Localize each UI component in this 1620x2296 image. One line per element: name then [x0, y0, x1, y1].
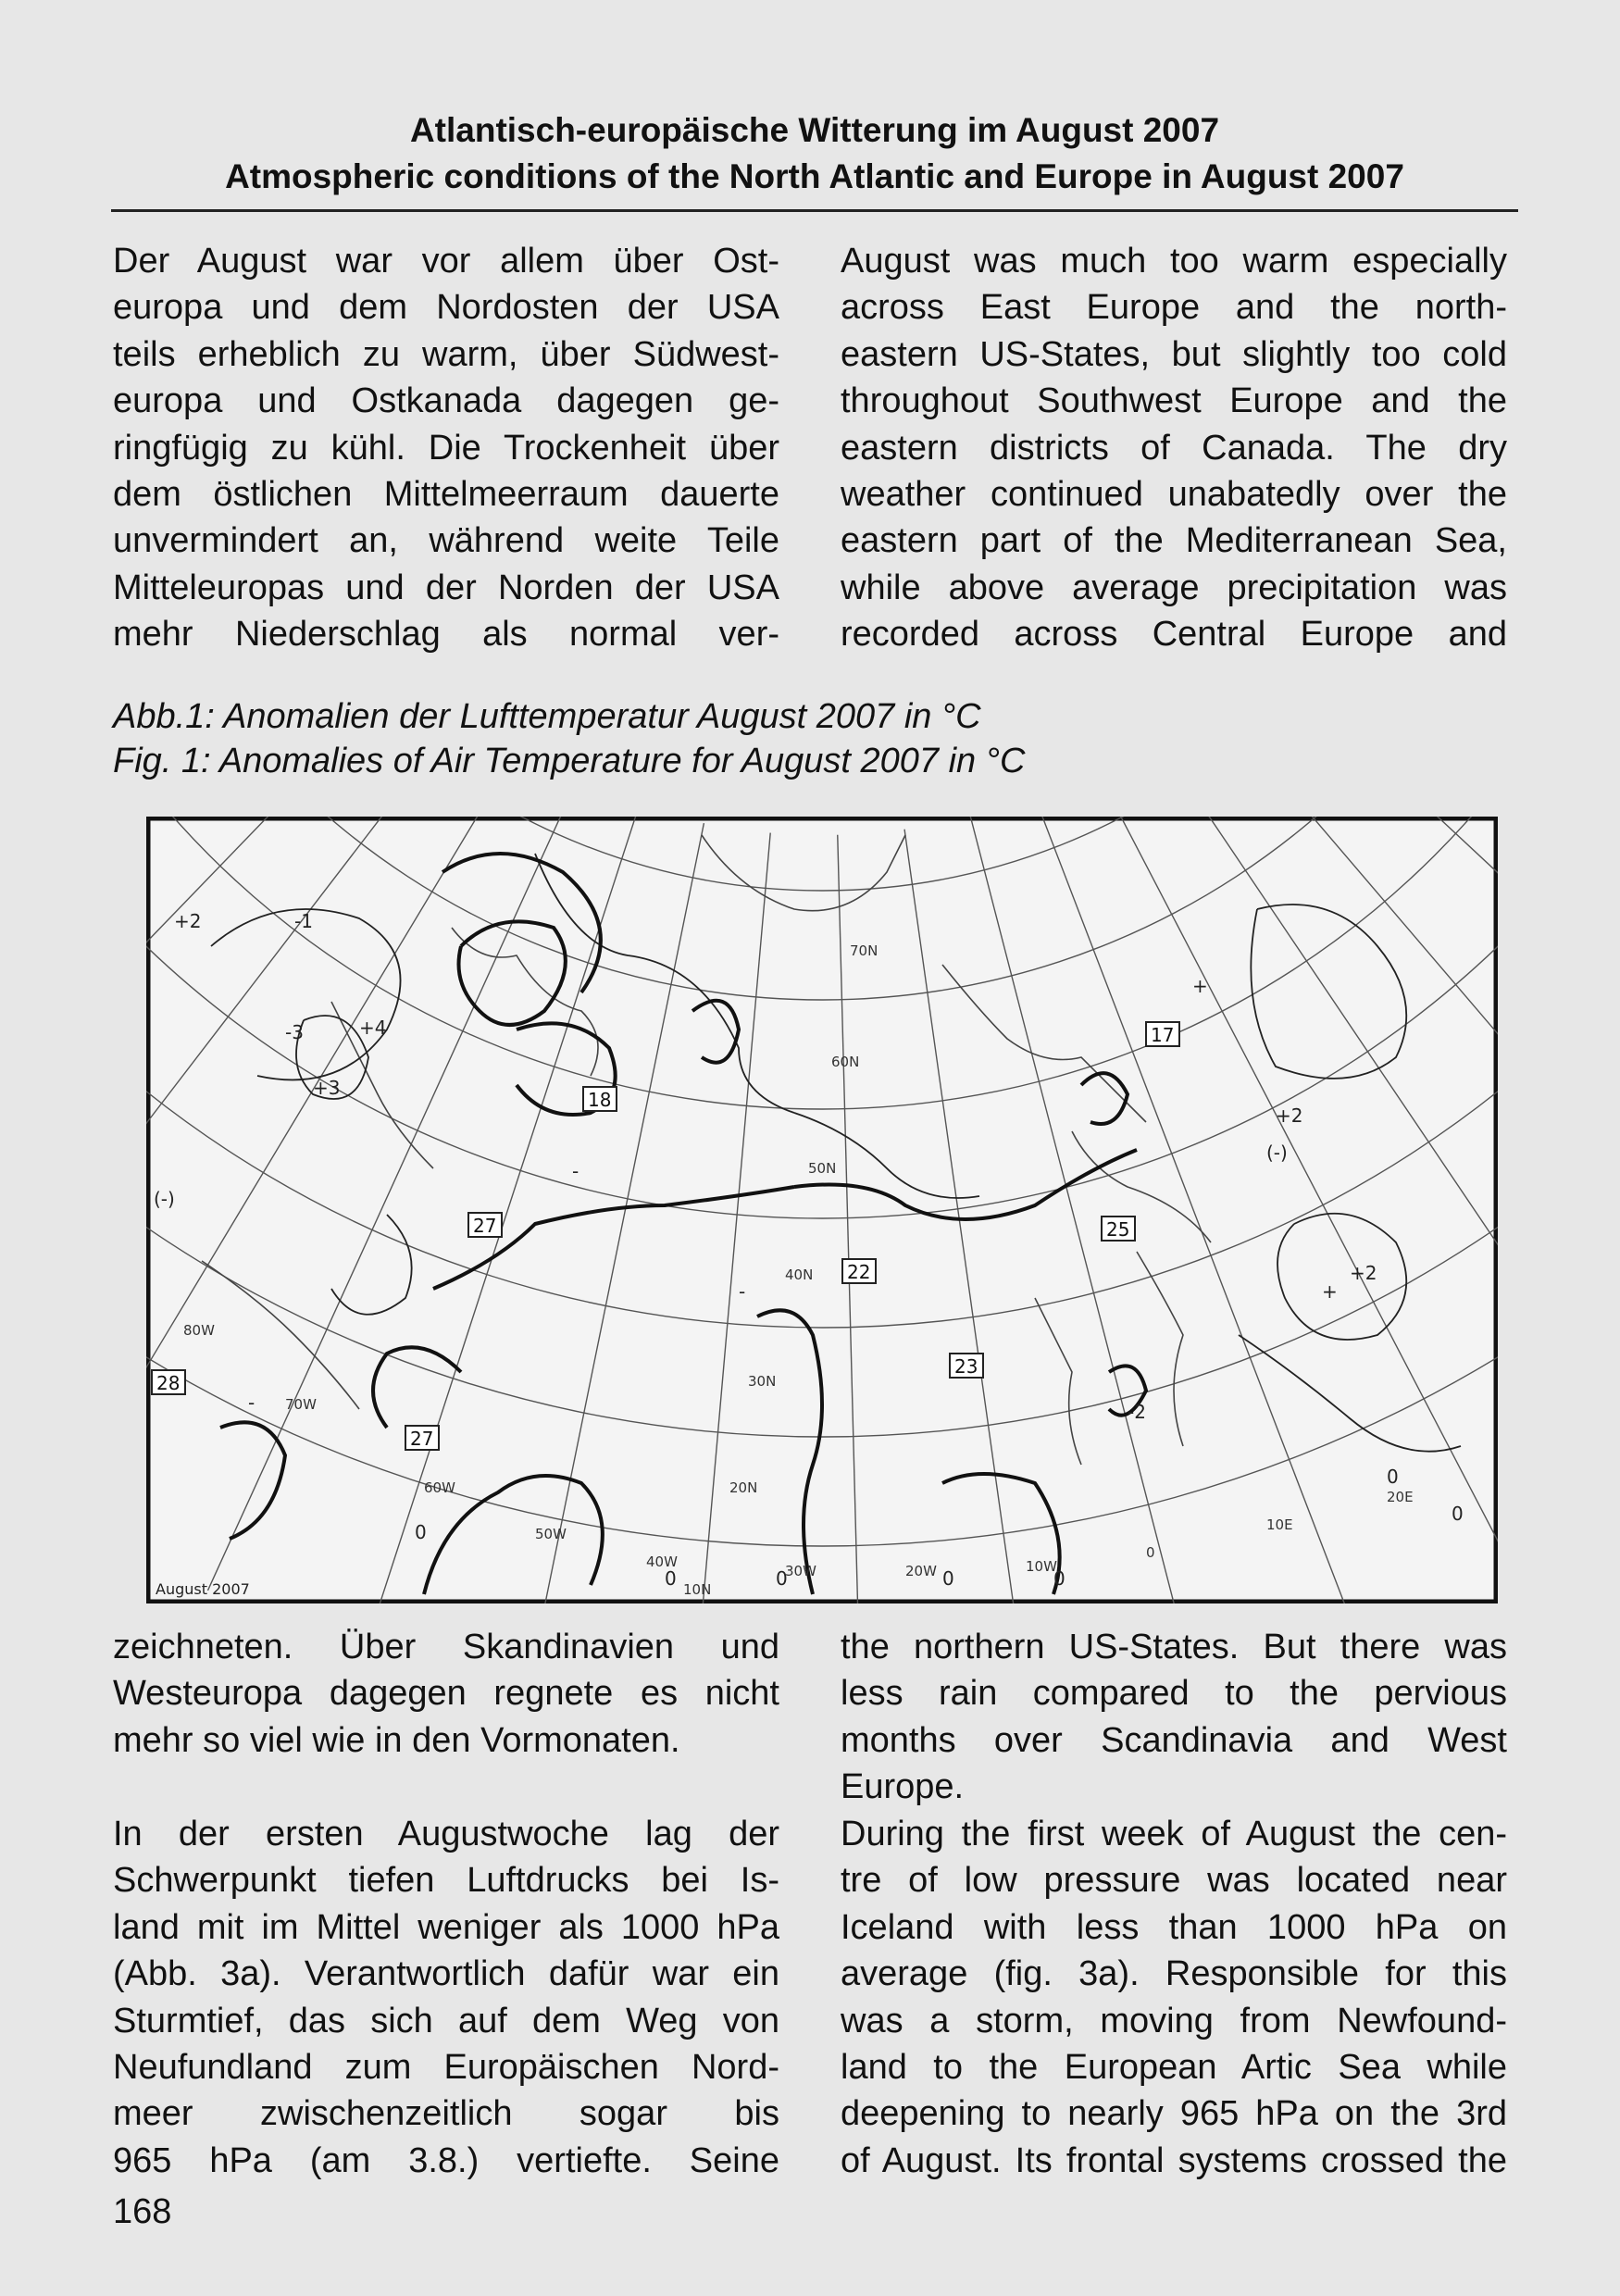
contour-label: 0	[1053, 1567, 1065, 1590]
station-box-label: 23	[954, 1355, 978, 1378]
text-line: eastern US-States, but slightly too cold	[841, 335, 1507, 374]
contour-label: 0	[1452, 1503, 1464, 1525]
text-line: europa und Ostkanada dagegen ge-	[113, 381, 779, 420]
lat-label: 20N	[729, 1479, 758, 1496]
contour-label: -1	[294, 910, 313, 932]
text-line: dem östlichen Mittelmeerraum dauerte	[113, 475, 779, 514]
text-line: of August. Its frontal systems crossed the	[841, 2141, 1507, 2180]
contour-label: 0	[1387, 1466, 1399, 1488]
contour-label: 0	[942, 1567, 954, 1590]
contour-label: 0	[415, 1521, 427, 1543]
text-line: Schwerpunkt tiefen Luftdrucks bei Is-	[113, 1861, 779, 1900]
text-line: During the first week of August the cen-	[841, 1815, 1507, 1853]
text-line: (Abb. 3a). Verantwortlich dafür war ein	[113, 1954, 779, 1993]
lat-label: 50N	[808, 1160, 837, 1177]
text-line: the northern US-States. But there was	[841, 1628, 1507, 1666]
text-line: eastern part of the Mediterranean Sea,	[841, 521, 1507, 560]
text-line: Europe.	[841, 1767, 965, 1806]
text-line: deepening to nearly 965 hPa on the 3rd	[841, 2094, 1507, 2133]
title-german: Atlantisch-europäische Witterung im August 2007	[409, 111, 1220, 149]
contour-label: (-)	[1266, 1142, 1288, 1164]
text-line: meer zwischenzeitlich sogar bis	[113, 2094, 779, 2133]
contour-label: +4	[359, 1017, 387, 1039]
text-line: land mit im Mittel weniger als 1000 hPa	[113, 1908, 779, 1947]
lon-label: 60W	[424, 1479, 455, 1496]
contour-label: (-)	[154, 1188, 175, 1210]
text-line: across East Europe and the north-	[841, 288, 1507, 327]
lat-label: 30N	[748, 1373, 777, 1390]
text-line: Mitteleuropas und der Norden der USA	[113, 568, 779, 607]
station-box-label: 18	[588, 1089, 612, 1111]
station-box-label: 27	[410, 1428, 434, 1450]
text-line: zeichneten. Über Skandinavien und	[113, 1628, 779, 1666]
lat-label: 60N	[831, 1054, 860, 1070]
text-line: ringfügig zu kühl. Die Trockenheit über	[113, 429, 779, 468]
station-box-label: 28	[156, 1372, 181, 1394]
title-english: Atmospheric conditions of the North Atlantic and Europe in August 2007	[225, 157, 1404, 195]
lon-label: 80W	[183, 1322, 215, 1339]
text-line: In der ersten Augustwoche lag der	[113, 1815, 779, 1853]
text-line: less rain compared to the pervious	[841, 1674, 1507, 1713]
lon-label: 40W	[646, 1554, 678, 1570]
text-line: teils erheblich zu warm, über Südwest-	[113, 335, 779, 374]
station-box-label: 27	[473, 1215, 497, 1237]
contour-label: 0	[776, 1567, 788, 1590]
text-line: mehr Niederschlag als normal ver-	[113, 615, 779, 654]
lon-label: 10W	[1026, 1558, 1057, 1575]
map-date-label: August 2007	[156, 1580, 250, 1598]
text-line: throughout Southwest Europe and the	[841, 381, 1507, 420]
text-line: Sturmtief, das sich auf dem Weg von	[113, 2002, 779, 2040]
lon-label: 20W	[905, 1563, 937, 1579]
text-line: was a storm, moving from Newfound-	[841, 2002, 1507, 2040]
lat-label: 70N	[850, 942, 879, 959]
text-line: August was much too warm especially	[841, 242, 1507, 281]
lat-label: 40N	[785, 1267, 814, 1283]
station-box-label: 25	[1106, 1218, 1130, 1241]
contour-label: +2	[1350, 1262, 1377, 1284]
station-box-label: 17	[1151, 1024, 1175, 1046]
text-line: tre of low pressure was located near	[841, 1861, 1507, 1900]
lon-label: 0	[1146, 1544, 1155, 1561]
text-line: 965 hPa (am 3.8.) vertiefte. Seine	[113, 2141, 779, 2180]
text-line: land to the European Artic Sea while	[841, 2048, 1507, 2087]
contour-label: +2	[1276, 1104, 1303, 1127]
contour-label: 0	[665, 1567, 677, 1590]
contour-label: +	[1322, 1280, 1338, 1303]
station-box-label: 22	[847, 1261, 871, 1283]
text-line: average (fig. 3a). Responsible for this	[841, 1954, 1507, 1993]
lon-label: 10E	[1266, 1516, 1293, 1533]
text-line: europa und dem Nordosten der USA	[113, 288, 779, 327]
lon-label: 30W	[785, 1563, 816, 1579]
text-line: Neufundland zum Europäischen Nord-	[113, 2048, 779, 2087]
text-line: Der August war vor allem über Ost-	[113, 242, 779, 281]
text-line: while above average precipitation was	[841, 568, 1507, 607]
contour-label: -	[248, 1391, 255, 1414]
page-title	[111, 107, 1518, 200]
temperature-anomaly-map	[146, 817, 1498, 1603]
text-line: Westeuropa dagegen regnete es nicht	[113, 1674, 779, 1713]
contour-label: -3	[285, 1021, 304, 1043]
text-line: mehr so viel wie in den Vormonaten.	[113, 1721, 680, 1760]
text-line: eastern districts of Canada. The dry	[841, 429, 1507, 468]
contour-label: -2	[1128, 1401, 1146, 1423]
title-divider	[111, 209, 1518, 212]
figure-caption-german: Abb.1: Anomalien der Lufttemperatur August 2007 in °C	[113, 697, 981, 736]
contour-label: -	[739, 1280, 746, 1303]
lon-label: 50W	[535, 1526, 567, 1542]
page-number: 168	[113, 2192, 172, 2231]
lon-label: 20E	[1387, 1489, 1414, 1505]
contour-label: +2	[174, 910, 202, 932]
contour-label: +	[1192, 975, 1208, 997]
lat-label: 10N	[683, 1581, 712, 1598]
contour-label: -	[572, 1160, 579, 1182]
figure-caption-english: Fig. 1: Anomalies of Air Temperature for August 2007 in °C	[113, 742, 1026, 780]
map-frame	[148, 818, 1496, 1602]
text-line: recorded across Central Europe and	[841, 615, 1507, 654]
text-line: weather continued unabatedly over the	[841, 475, 1507, 514]
lon-label: 70W	[285, 1396, 317, 1413]
text-line: unvermindert an, während weite Teile	[113, 521, 779, 560]
text-line: months over Scandinavia and West	[841, 1721, 1507, 1760]
text-line: Iceland with less than 1000 hPa on	[841, 1908, 1507, 1947]
contour-label: +3	[313, 1077, 341, 1099]
